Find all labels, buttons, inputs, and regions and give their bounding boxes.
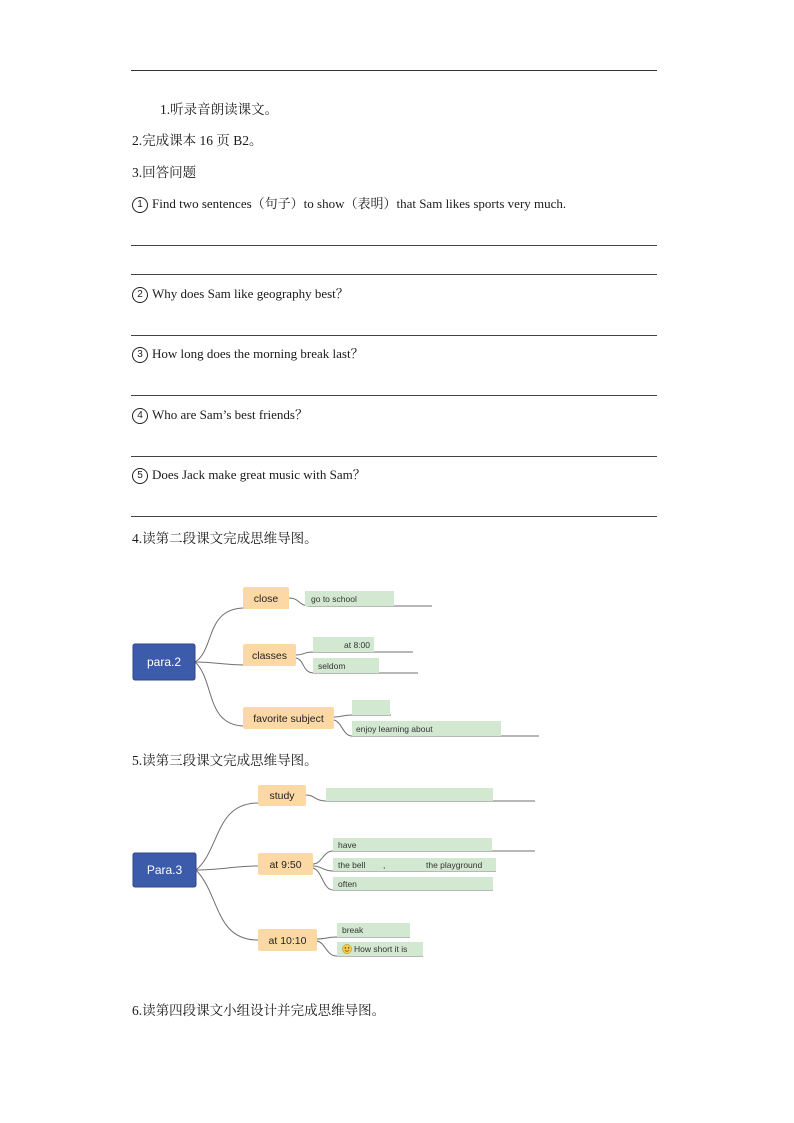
leaf-label: have: [338, 840, 357, 850]
leaf-node: [326, 788, 493, 801]
question-text: Why does Sam like geography best？: [152, 286, 349, 301]
leaf-label: go to school: [311, 594, 357, 604]
leaf-node: [333, 877, 493, 890]
leaf-label: often: [338, 879, 357, 889]
question-text: Who are Sam’s best friends？: [152, 407, 308, 422]
leaf-label: break: [342, 925, 364, 935]
question-number: 4: [132, 408, 148, 424]
connector: [195, 662, 245, 665]
question-text: Does Jack make great music with Sam？: [152, 467, 366, 482]
question-number: 2: [132, 287, 148, 303]
connector: [296, 652, 413, 655]
task-3: 3.回答问题: [132, 165, 197, 180]
leaf-label: the playground: [426, 860, 483, 870]
leaf-node: [352, 700, 390, 715]
task-4: 4.读第二段课文完成思维导图。: [132, 531, 318, 546]
leaf-label: enjoy learning about: [356, 724, 433, 734]
question-number: 3: [132, 347, 148, 363]
connector: [196, 866, 258, 870]
leaf-label: at 8:00: [344, 640, 370, 650]
branch-label: at 9:50: [269, 859, 302, 871]
leaf-label: ,: [383, 860, 386, 870]
question-text: Find two sentences（句子）to show（表明）that Sam likes sports very much.: [152, 196, 567, 211]
task-5: 5.读第三段课文完成思维导图。: [132, 753, 318, 768]
branch-label: close: [253, 593, 279, 605]
connector: [317, 937, 410, 939]
branch-label: favorite subject: [253, 713, 324, 725]
question-number: 1: [132, 197, 148, 213]
root-label: Para.3: [146, 863, 183, 877]
connector: [196, 803, 258, 870]
question-number: 5: [132, 468, 148, 484]
question-text: How long does the morning break last？: [152, 346, 364, 361]
branch-label: classes: [251, 650, 288, 662]
connector: [334, 715, 391, 717]
connector: [196, 870, 258, 940]
task-6: 6.读第四段课文小组设计并完成思维导图。: [132, 1003, 386, 1018]
task-1: 1.听录音朗读课文。: [160, 102, 279, 117]
connector: [195, 662, 245, 726]
leaf-node: [333, 838, 492, 851]
leaf-label: How short it is: [354, 944, 408, 954]
smiling-face-icon: [342, 944, 351, 953]
branch-label: study: [269, 790, 295, 802]
root-label: para.2: [146, 655, 182, 669]
branch-label: at 10:10: [268, 935, 307, 947]
task-2: 2.完成课本 16 页 B2。: [132, 133, 263, 148]
leaf-label: the bell: [338, 860, 366, 870]
leaf-label: seldom: [318, 661, 346, 671]
